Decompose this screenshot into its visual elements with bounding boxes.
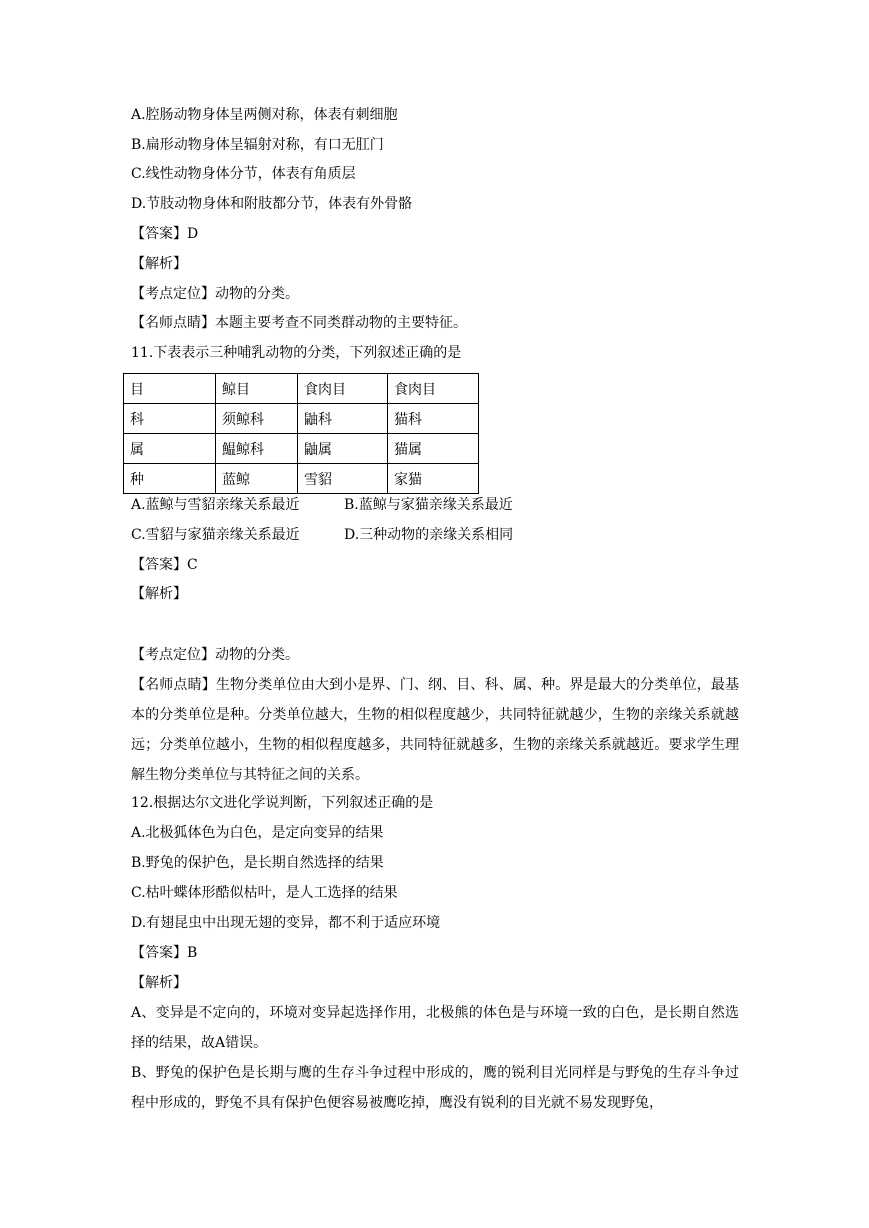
table-cell: 猫科 [388,404,479,434]
table-cell: 鼬属 [298,434,388,464]
q11-analysis-heading: 【解析】 [131,586,187,602]
table-cell: 食肉目 [388,374,479,404]
q12-explain-a: A、变异是不定向的，环境对变异起选择作用，北极熊的体色是与环境一致的白色，是长期自然选择的结果，故A错误。 [131,1005,739,1051]
table-cell: 科 [124,404,216,434]
q10-option-d: D.节肢动物身体和附肢都分节，体表有外骨骼 [131,196,413,212]
table-cell: 须鲸科 [216,404,298,434]
q12-option-b: B.野兔的保护色，是长期自然选择的结果 [131,855,384,871]
q10-analysis-heading: 【解析】 [131,256,187,272]
q12-analysis-heading: 【解析】 [131,975,187,991]
q12-option-c: C.枯叶蝶体形酷似枯叶，是人工选择的结果 [131,885,398,901]
table-cell: 雪貂 [298,464,388,494]
q12-answer: 【答案】B [131,945,198,961]
table-cell: 鼬科 [298,404,388,434]
table-cell: 属 [124,434,216,464]
q11-kaodian: 【考点定位】动物的分类。 [131,647,299,663]
q10-option-c: C.线性动物身体分节，体表有角质层 [131,166,356,182]
table-cell: 猫属 [388,434,479,464]
q12-option-d: D.有翅昆虫中出现无翅的变异，都不利于适应环境 [131,915,441,931]
q12-explain-b: B、野兔的保护色是长期与鹰的生存斗争过程中形成的，鹰的锐利目光同样是与野兔的生存斗争过程中形成的，野兔不具有保护色便容易被鹰吃掉，鹰没有锐利的目光就不易发现野兔， [131,1065,739,1111]
q10-answer: 【答案】D [131,226,199,242]
table-cell: 食肉目 [298,374,388,404]
q11-mingshi: 【名师点睛】生物分类单位由大到小是界、门、纲、目、科、属、种。界是最大的分类单位，最基本的分类单位是种。分类单位越大，生物的相似程度越少，共同特征就越少，生物的亲缘关系就越远；分类单位越小，生物的相似程度越多，共同特征就越多，生物的亲缘关系就越近。要求学生理解生物分类单位与其特征之间的关系。 [131,677,739,783]
q11-stem: 11.下表表示三种哺乳动物的分类，下列叙述正确的是 [131,345,462,361]
table-row [124,404,479,434]
q11-option-d: D.三种动物的亲缘关系相同 [344,527,514,543]
table-row [124,434,479,464]
table-row [124,464,479,494]
q12-stem: 12.根据达尔文进化学说判断，下列叙述正确的是 [131,795,434,811]
q10-option-b: B.扁形动物身体呈辐射对称，有口无肛门 [131,137,384,153]
q10-kaodian: 【考点定位】动物的分类。 [131,286,299,302]
q11-option-c: C.雪貂与家猫亲缘关系最近 [131,527,300,543]
table-cell: 种 [124,464,216,494]
table-row [124,374,479,404]
table-cell: 家猫 [388,464,479,494]
q10-mingshi: 【名师点睛】本题主要考查不同类群动物的主要特征。 [131,315,467,331]
q11-option-b: B.蓝鲸与家猫亲缘关系最近 [344,497,513,513]
table-cell: 目 [124,374,216,404]
table-cell: 蓝鲸 [216,464,298,494]
q11-answer: 【答案】C [131,557,198,573]
q12-option-a: A.北极狐体色为白色，是定向变异的结果 [131,825,384,841]
table-cell: 鰛鲸科 [216,434,298,464]
classification-table [123,373,479,494]
table-cell: 鲸目 [216,374,298,404]
q11-option-a: A.蓝鲸与雪貂亲缘关系最近 [131,497,300,513]
q10-option-a: A.腔肠动物身体呈两侧对称，体表有刺细胞 [131,107,398,123]
